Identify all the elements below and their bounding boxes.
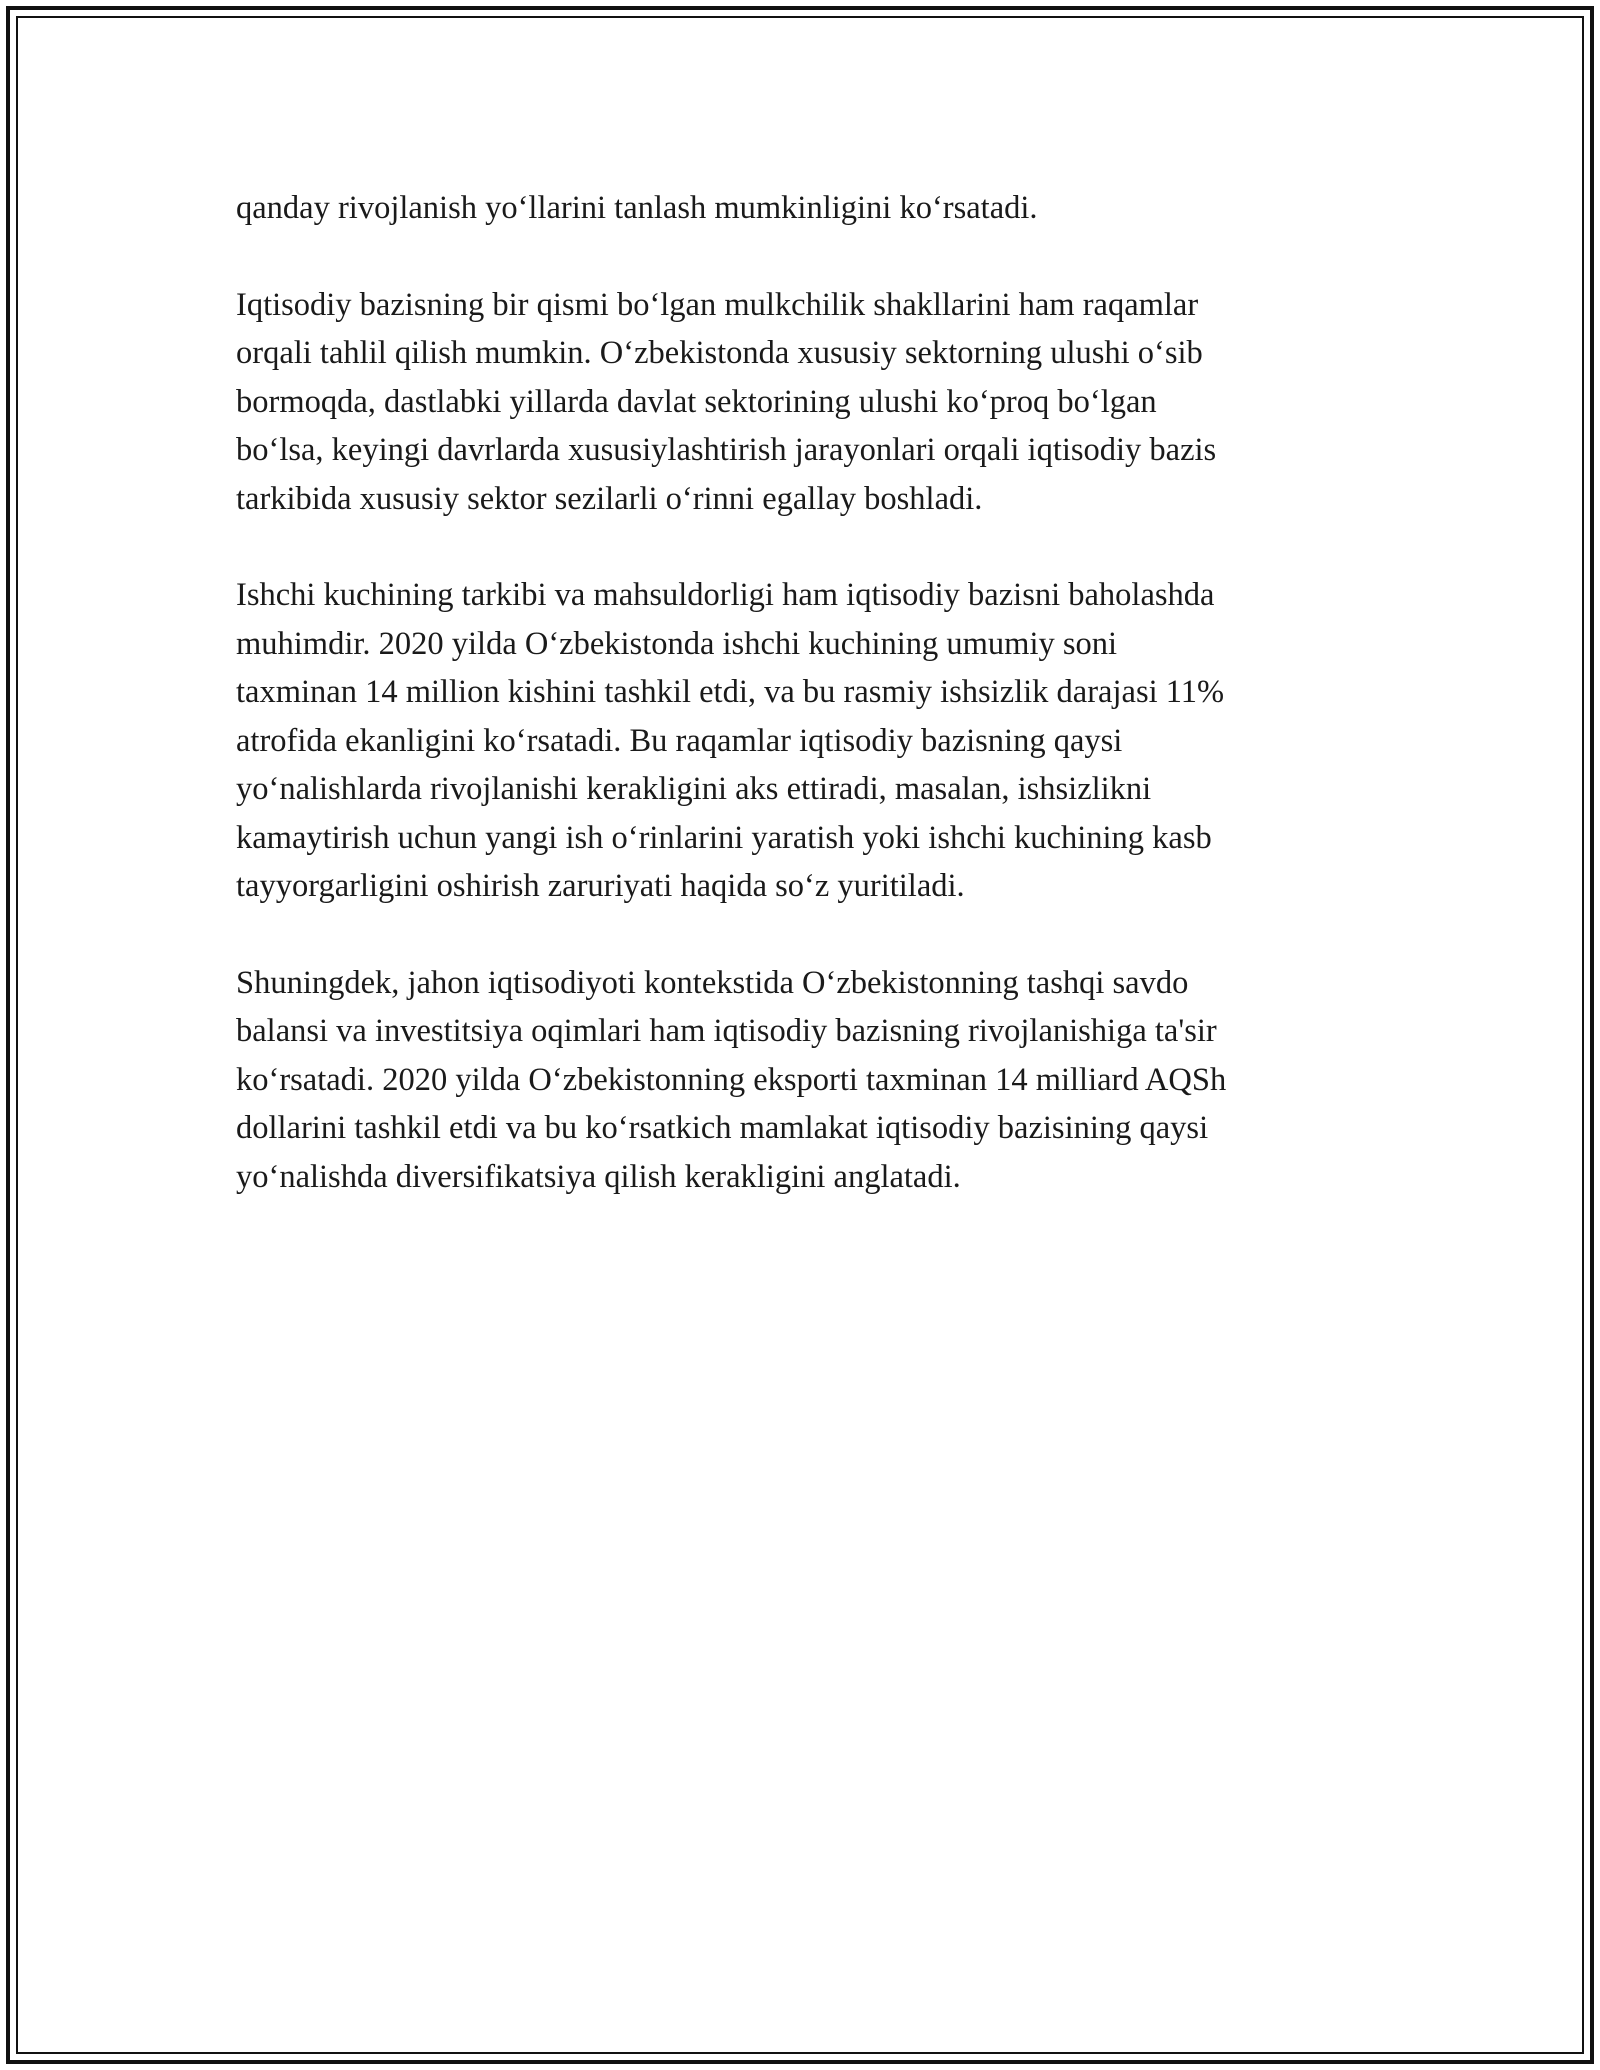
text-line: boʻlsa, keyingi davrlarda xususiylashtirish jarayonlari orqali iqtisodiy bazis [236, 432, 1217, 468]
text-line: kamaytirish uchun yangi ish oʻrinlarini yaratish yoki ishchi kuchining kasb [236, 819, 1212, 856]
text-line: orqali tahlil qilish mumkin. Oʻzbekistonda xususiy sektorning ulushi oʻsib [236, 335, 1203, 371]
paragraph-2 [236, 281, 1366, 524]
text-line: taxminan 14 million kishini tashkil etdi, va bu rasmiy ishsizlik darajasi 11% [236, 674, 1225, 710]
paragraph-4 [236, 959, 1366, 1202]
text-line: yoʻnalishda diversifikatsiya qilish kerakligini anglatadi. [236, 1158, 961, 1195]
text-line: tayyorgarligini oshirish zaruriyati haqida soʻz yuritiladi. [236, 868, 965, 904]
text-line: balansi va investitsiya oqimlari ham iqtisodiy bazisning rivojlanishiga ta'sir [236, 1013, 1217, 1049]
text-line: muhimdir. 2020 yilda Oʻzbekistonda ishchi kuchining umumiy soni [236, 625, 1118, 662]
text-line: qanday rivojlanish yoʻllarini tanlash mumkinligini koʻrsatadi. [236, 190, 1038, 226]
text-line: Ishchi kuchining tarkibi va mahsuldorligi ham iqtisodiy bazisni baholashda [236, 577, 1215, 613]
text-line: yoʻnalishlarda rivojlanishi kerakligini aks ettiradi, masalan, ishsizlikni [236, 771, 1152, 807]
text-line: Shuningdek, jahon iqtisodiyoti kontekstida Oʻzbekistonning tashqi savdo [236, 964, 1189, 1001]
paragraph-3 [236, 571, 1366, 911]
document-body [236, 184, 1366, 1201]
text-line: atrofida ekanligini koʻrsatadi. Bu raqamlar iqtisodiy bazisning qaysi [236, 722, 1123, 759]
text-line: Iqtisodiy bazisning bir qismi boʻlgan mulkchilik shakllarini ham raqamlar [236, 286, 1199, 323]
text-line: tarkibida xususiy sektor sezilarli oʻrinni egallay boshladi. [236, 480, 983, 517]
paragraph-1 [236, 184, 1366, 233]
text-line: koʻrsatadi. 2020 yilda Oʻzbekistonning eksporti taxminan 14 milliard AQSh [236, 1061, 1227, 1098]
text-line: dollarini tashkil etdi va bu koʻrsatkich mamlakat iqtisodiy bazisining qaysi [236, 1110, 1209, 1146]
text-line: bormoqda, dastlabki yillarda davlat sektorining ulushi koʻproq boʻlgan [236, 383, 1157, 420]
